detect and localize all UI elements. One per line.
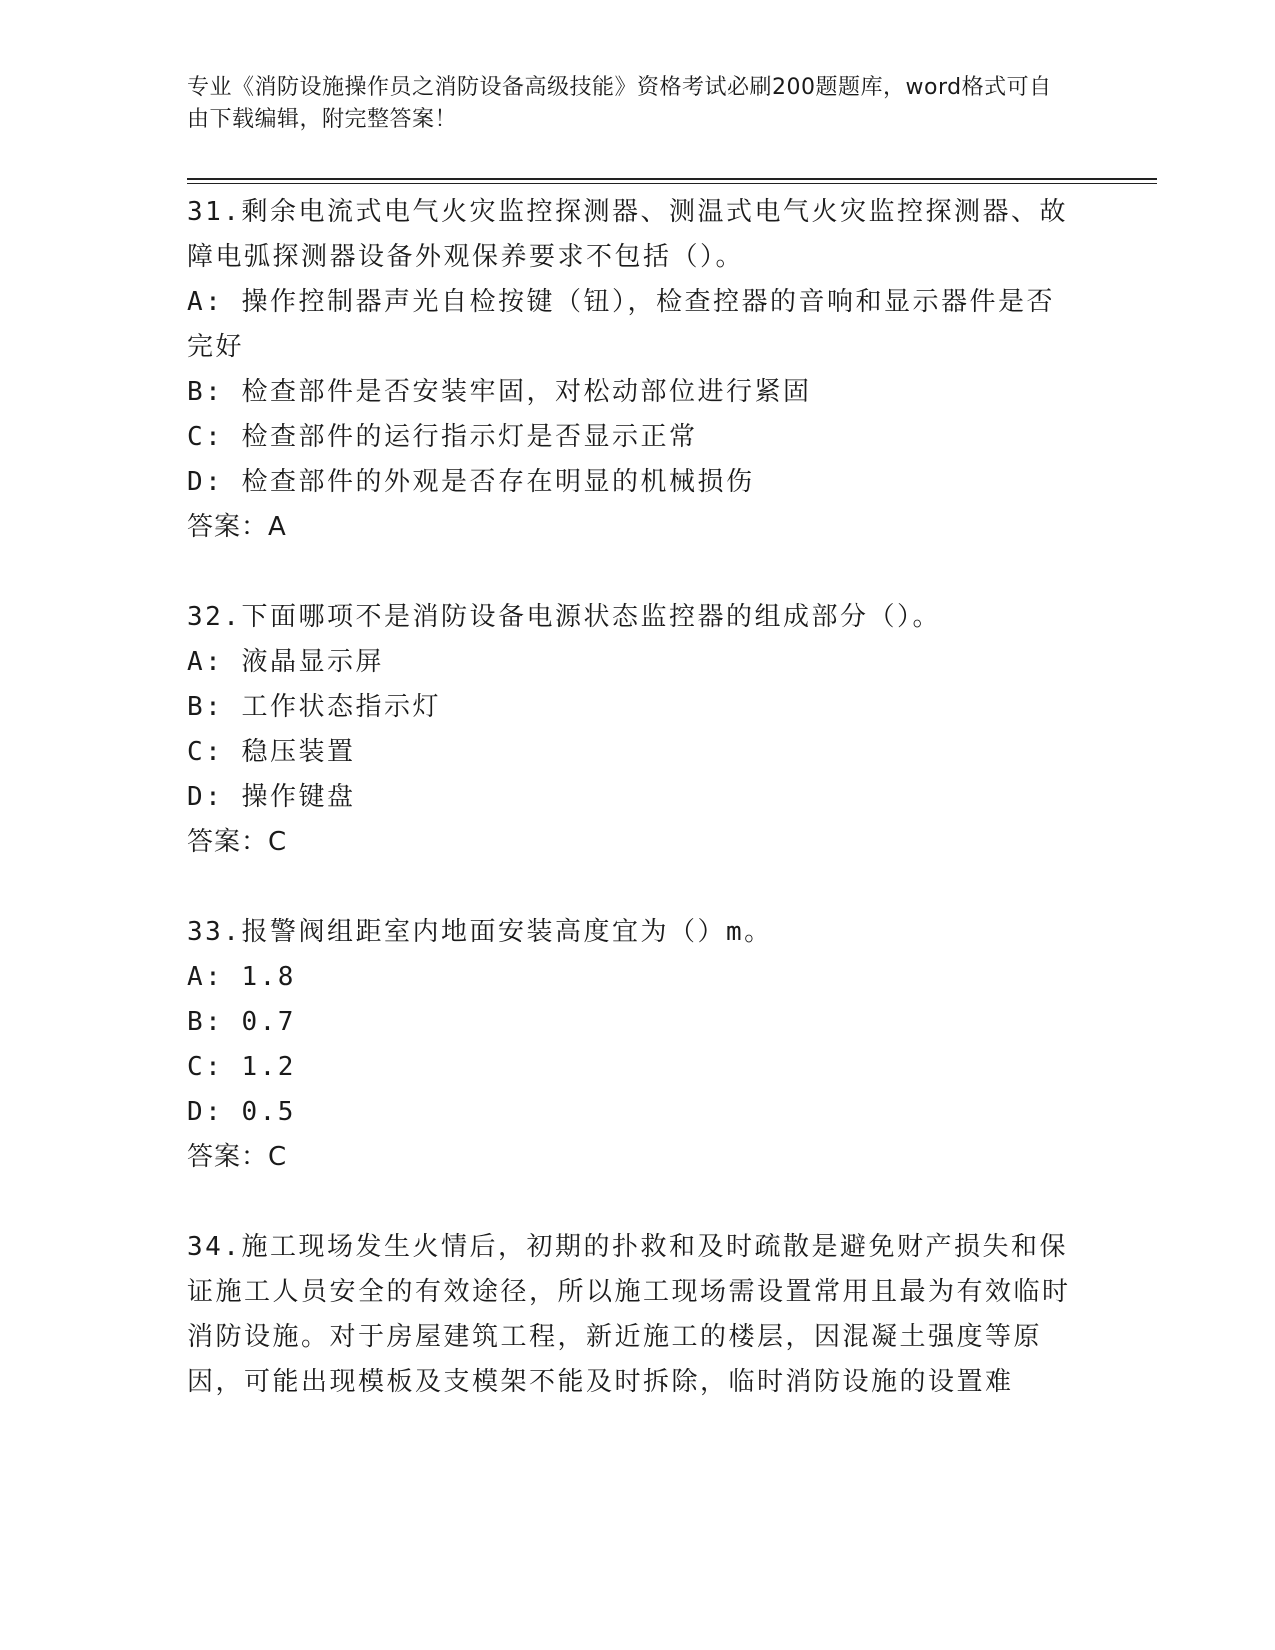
option-d: D: 检查部件的外观是否存在明显的机械损伤 xyxy=(187,467,755,497)
option-a: A: 操作控制器声光自检按键（钮），检查控器的音响和显示器件是否完好 xyxy=(187,287,1055,362)
option-b: B: 工作状态指示灯 xyxy=(187,692,441,722)
header-rule-thin xyxy=(187,183,1157,184)
option-b: B: 0.7 xyxy=(187,1007,296,1037)
option-d: D: 操作键盘 xyxy=(187,782,356,812)
option-c: C: 检查部件的运行指示灯是否显示正常 xyxy=(187,422,698,452)
question-stem: 33.报警阀组距室内地面安装高度宜为（）m。 xyxy=(187,917,773,947)
option-a: A: 液晶显示屏 xyxy=(187,647,384,677)
question-stem: 34.施工现场发生火情后，初期的扑救和及时疏散是避免财产损失和保证施工人员安全的有效途径，所以施工现场需设置常用且最为有效临时消防设施。对于房屋建筑工程，新近施工的楼层，因混凝土强度等原因，可能出现模板及支模架不能及时拆除，临时消防设施的设置难 xyxy=(187,1232,1071,1397)
question-31 xyxy=(187,190,1082,550)
answer-label: 答案：A xyxy=(187,512,287,542)
question-34 xyxy=(187,1225,1082,1405)
question-33 xyxy=(187,910,1082,1180)
option-a: A: 1.8 xyxy=(187,962,296,992)
answer-label: 答案：C xyxy=(187,827,288,857)
option-c: C: 1.2 xyxy=(187,1052,296,1082)
question-list xyxy=(187,190,1082,1450)
document-header: 专业《消防设施操作员之消防设备高级技能》资格考试必刷200题题库，word格式可自由下载编辑，附完整答案！ xyxy=(187,75,1052,132)
header-rule-thick xyxy=(187,178,1157,180)
answer-label: 答案：C xyxy=(187,1142,288,1172)
question-32 xyxy=(187,595,1082,865)
question-stem: 31.剩余电流式电气火灾监控探测器、测温式电气火灾监控探测器、故障电弧探测器设备外观保养要求不包括（）。 xyxy=(187,197,1068,272)
question-stem: 32.下面哪项不是消防设备电源状态监控器的组成部分（）。 xyxy=(187,602,941,632)
option-b: B: 检查部件是否安装牢固，对松动部位进行紧固 xyxy=(187,377,812,407)
option-c: C: 稳压装置 xyxy=(187,737,356,767)
option-d: D: 0.5 xyxy=(187,1097,296,1127)
